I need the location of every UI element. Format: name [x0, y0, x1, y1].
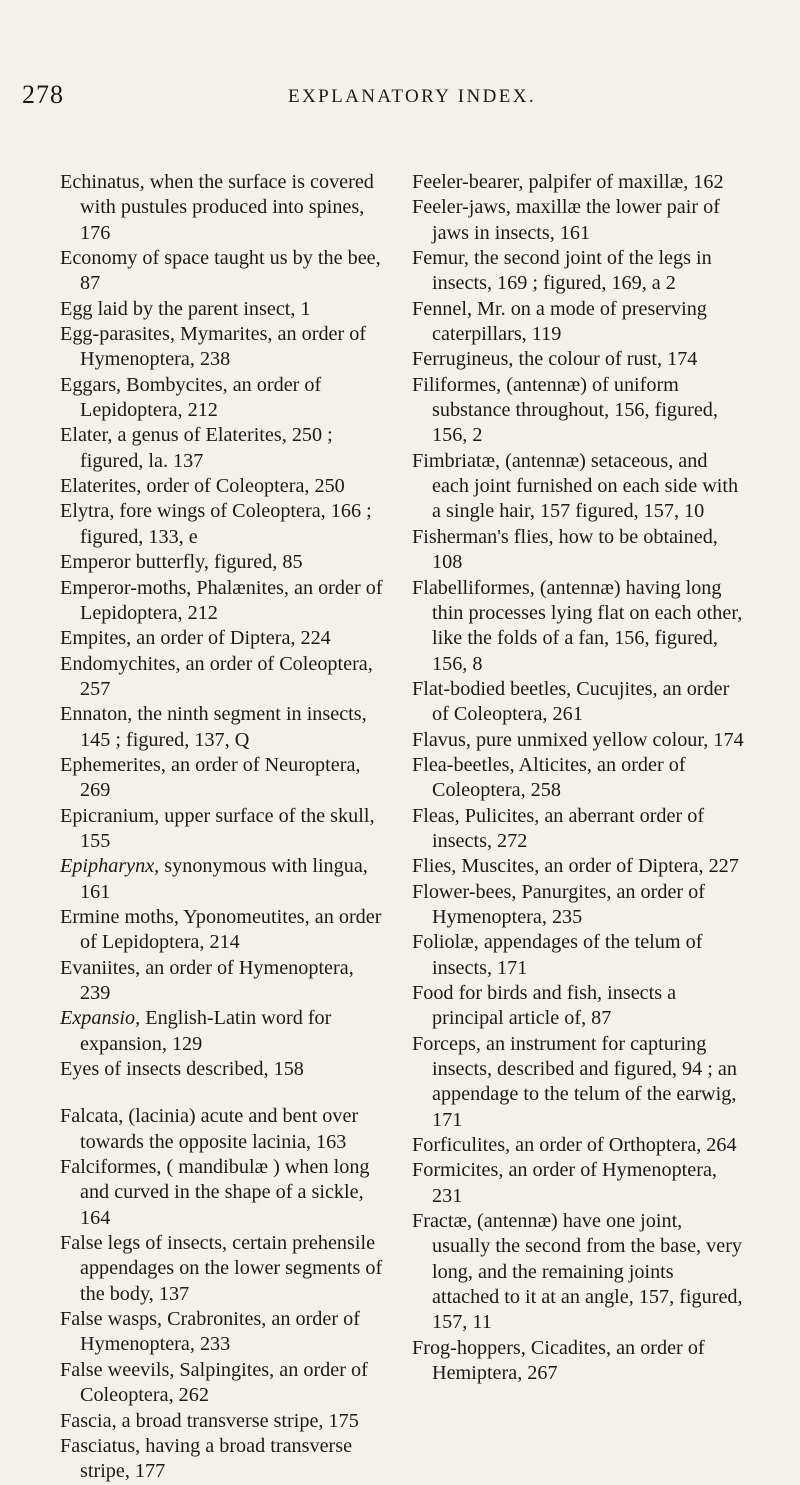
index-term: False	[60, 1308, 103, 1331]
index-term: False	[60, 1358, 103, 1381]
index-term: Flea-beetles,	[412, 753, 515, 776]
index-definition: an instrument for capturing insects, described and figured, 94 ; an appendage to the telum of the earwig, 171	[432, 1032, 737, 1131]
index-entry	[412, 525, 744, 576]
index-term: Ferrugineus,	[412, 348, 514, 371]
index-term: Food	[412, 982, 454, 1004]
index-entry	[60, 652, 384, 703]
index-definition: (antennæ) of uniform substance throughout, 156, figured, 156, 2	[432, 373, 718, 447]
index-entry	[60, 1307, 384, 1358]
index-definition: an order of Coleoptera, 257	[80, 652, 373, 700]
index-term: Fimbriatæ,	[412, 449, 501, 472]
index-entry	[60, 905, 384, 956]
index-entry	[412, 1133, 744, 1158]
index-entry	[412, 449, 744, 525]
index-definition: an order of Hymenoptera, 239	[80, 956, 354, 1004]
index-definition: Cicadites, an order of Hemiptera, 267	[432, 1336, 705, 1385]
index-definition: Panurgites, an order of Hymenoptera, 235	[432, 880, 705, 928]
index-term: Fasciatus,	[60, 1434, 141, 1457]
index-term: Echinatus,	[60, 171, 145, 193]
index-column-left	[60, 170, 384, 1485]
index-entry	[60, 423, 384, 474]
index-definition: an order of Neuroptera, 269	[80, 753, 361, 802]
index-definition: order of Coleoptera, 250	[141, 475, 345, 498]
index-definition: legs of insects, certain prehensile appendages on the lower segments of the body, 137	[80, 1232, 383, 1305]
index-term: Epipharynx,	[60, 855, 160, 878]
index-term: Filiformes,	[412, 373, 502, 396]
index-definition: English-Latin word for expansion, 129	[80, 1007, 332, 1055]
index-term: Flabelliformes,	[412, 576, 535, 599]
running-head: EXPLANATORY INDEX.	[288, 86, 536, 107]
index-entry	[60, 499, 384, 550]
index-definition: an order of Orthoptera, 264	[510, 1134, 737, 1157]
index-definition: (antennæ) having long thin processes lying flat on each other, like the folds of a fan, 156, figured, 156, 8	[432, 576, 743, 675]
index-entry	[60, 753, 384, 804]
index-entry	[60, 246, 384, 297]
index-entry	[412, 373, 744, 449]
index-definition: (lacinia) acute and bent over towards the opposite lacinia, 163	[80, 1105, 359, 1153]
index-entry	[412, 347, 744, 372]
index-definition: Alticites, an order of Coleoptera, 258	[432, 753, 686, 802]
index-entry	[412, 981, 744, 1032]
index-term: Falcata,	[60, 1105, 124, 1128]
page-header	[0, 80, 800, 120]
index-entry	[412, 1032, 744, 1133]
index-definition: maxillæ the lower pair of jaws in insects, 161	[432, 196, 720, 244]
index-entry	[412, 804, 744, 855]
index-definition: appendages of the telum of insects, 171	[432, 931, 703, 979]
index-term: Forceps,	[412, 1032, 481, 1055]
index-entry	[60, 626, 384, 651]
index-entry	[412, 195, 744, 246]
index-term: Elaterites,	[60, 475, 142, 498]
index-entry	[60, 702, 384, 753]
index-definition: of insects described, 158	[99, 1058, 304, 1081]
index-entry	[60, 1104, 384, 1155]
index-definition: Bombycites, an order of Lepidoptera, 212	[80, 373, 322, 422]
index-definition: flies, how to be obtained, 108	[432, 525, 718, 574]
index-term: Feeler-bearer,	[412, 171, 524, 193]
index-definition: (antennæ) have one joint, usually the second from the base, very long, and the remaining joints attached to it at an angle, 157, figured, 157, 11	[432, 1210, 743, 1334]
index-definition: when the surface is covered with pustules produced into spines, 176	[80, 171, 374, 244]
index-term: Egg	[60, 297, 93, 320]
index-entry	[412, 854, 744, 879]
index-definition: Mr. on a mode of preserving caterpillars, 119	[432, 297, 707, 346]
index-term: Ennaton,	[60, 703, 133, 726]
index-entry	[412, 677, 744, 728]
index-definition: an order of Diptera, 224	[131, 627, 331, 650]
index-term: Expansio,	[60, 1007, 141, 1030]
index-definition: an order of Hymenoptera, 231	[432, 1159, 717, 1207]
index-entry	[60, 474, 384, 499]
index-definition: Pulicites, an aberrant order of insects, 272	[432, 804, 705, 852]
index-term: Elater,	[60, 424, 113, 447]
index-term: Flies,	[412, 855, 457, 878]
index-entry	[412, 576, 744, 677]
index-term: Foliolæ,	[412, 931, 479, 954]
index-definition: weevils, Salpingites, an order of Coleoptera, 262	[80, 1358, 368, 1407]
page-number: 278	[22, 80, 64, 109]
index-definition: palpifer of maxillæ, 162	[523, 171, 724, 193]
index-definition: fore wings of Coleoptera, 166 ; figured, 133, e	[80, 500, 372, 548]
index-entry	[60, 1409, 384, 1434]
index-term: Eggars,	[60, 373, 122, 396]
index-term: Forficulites,	[412, 1134, 511, 1157]
index-term: Fisherman's	[412, 525, 509, 548]
index-definition: moths, Yponomeutites, an order of Lepidoptera, 214	[80, 905, 382, 954]
index-entry	[60, 1231, 384, 1307]
index-entry	[60, 322, 384, 373]
index-term: Feeler-jaws,	[412, 196, 511, 219]
index-entry	[412, 297, 744, 348]
index-term: Epicranium,	[60, 804, 160, 827]
index-entry	[60, 1358, 384, 1409]
index-entry	[412, 753, 744, 804]
index-term: Fascia,	[60, 1409, 117, 1432]
index-definition: wasps, Crabronites, an order of Hymenoptera, 233	[80, 1308, 360, 1356]
index-definition: Phalænites, an order of Lepidoptera, 212	[80, 576, 383, 624]
index-entry	[60, 170, 384, 246]
index-entry	[60, 1434, 384, 1485]
index-term: Emperor	[60, 551, 131, 574]
index-term: Frog-hoppers,	[412, 1336, 526, 1359]
index-definition: Muscites, an order of Diptera, 227	[456, 855, 739, 878]
index-definition: Mymarites, an order of Hymenoptera, 238	[80, 323, 367, 371]
index-definition: having a broad transverse stripe, 177	[80, 1434, 353, 1483]
index-entry	[412, 1336, 744, 1387]
index-term: Flower-bees,	[412, 880, 517, 903]
index-term: Economy	[60, 247, 138, 270]
index-entry	[412, 728, 744, 753]
index-entry	[60, 373, 384, 424]
index-definition: synonymous with lingua, 161	[80, 855, 368, 903]
index-term: Fractæ,	[412, 1210, 472, 1233]
index-term: Elytra,	[60, 500, 115, 523]
index-entry	[412, 930, 744, 981]
index-definition: the second joint of the legs in insects, 169 ; figured, 169, a 2	[432, 247, 712, 295]
index-definition: the ninth segment in insects, 145 ; figured, 137, Q	[80, 703, 367, 751]
index-term: Femur,	[412, 247, 469, 270]
index-entry	[412, 880, 744, 931]
index-term: Emperor-moths,	[60, 576, 192, 599]
index-definition: upper surface of the skull, 155	[80, 804, 375, 852]
index-term: Empites,	[60, 627, 132, 650]
index-entry	[60, 297, 384, 322]
index-entry	[60, 1006, 384, 1057]
index-definition: ( mandibulæ ) when long and curved in the shape of a sickle, 164	[80, 1156, 370, 1229]
index-entry	[60, 550, 384, 575]
index-entry	[60, 804, 384, 855]
index-term: Flat-bodied	[412, 677, 506, 700]
index-term: Fleas,	[412, 804, 460, 827]
index-term: Ephemerites,	[60, 753, 166, 776]
index-entry	[60, 956, 384, 1007]
index-definition: laid by the parent insect, 1	[92, 297, 311, 320]
index-definition: a broad transverse stripe, 175	[116, 1409, 359, 1432]
index-term: Formicites,	[412, 1159, 504, 1182]
index-definition: the colour of rust, 174	[513, 348, 698, 371]
index-definition: butterfly, figured, 85	[130, 551, 303, 574]
index-definition: (antennæ) setaceous, and each joint furnished on each side with a single hair, 157 figured, 157, 10	[432, 449, 739, 523]
index-definition: of space taught us by the bee, 87	[80, 247, 381, 295]
index-definition: a genus of Elaterites, 250 ; figured, la. 137	[80, 424, 333, 472]
index-term: Fennel,	[412, 297, 472, 320]
index-term: Falciformes,	[60, 1156, 162, 1179]
index-entry	[60, 854, 384, 905]
index-entry	[60, 1057, 384, 1082]
index-term: Egg-parasites,	[60, 323, 175, 346]
index-definition: pure unmixed yellow colour, 174	[470, 728, 744, 751]
index-term: Eyes	[60, 1058, 100, 1081]
index-definition: beetles, Cucujites, an order of Coleoptera, 261	[432, 677, 730, 726]
index-term: Evaniites,	[60, 956, 141, 979]
index-entry	[412, 1158, 744, 1209]
index-term: False	[60, 1232, 103, 1255]
index-term: Ermine	[60, 905, 120, 928]
index-term: Flavus,	[412, 728, 471, 751]
index-definition: for birds and fish, insects a principal article of, 87	[432, 982, 677, 1030]
index-entry	[412, 1209, 744, 1336]
index-entry	[412, 170, 744, 195]
index-entry	[60, 576, 384, 627]
index-entry	[60, 1155, 384, 1231]
index-term: Endomychites,	[60, 652, 181, 675]
index-entry	[412, 246, 744, 297]
index-column-right	[412, 170, 744, 1387]
